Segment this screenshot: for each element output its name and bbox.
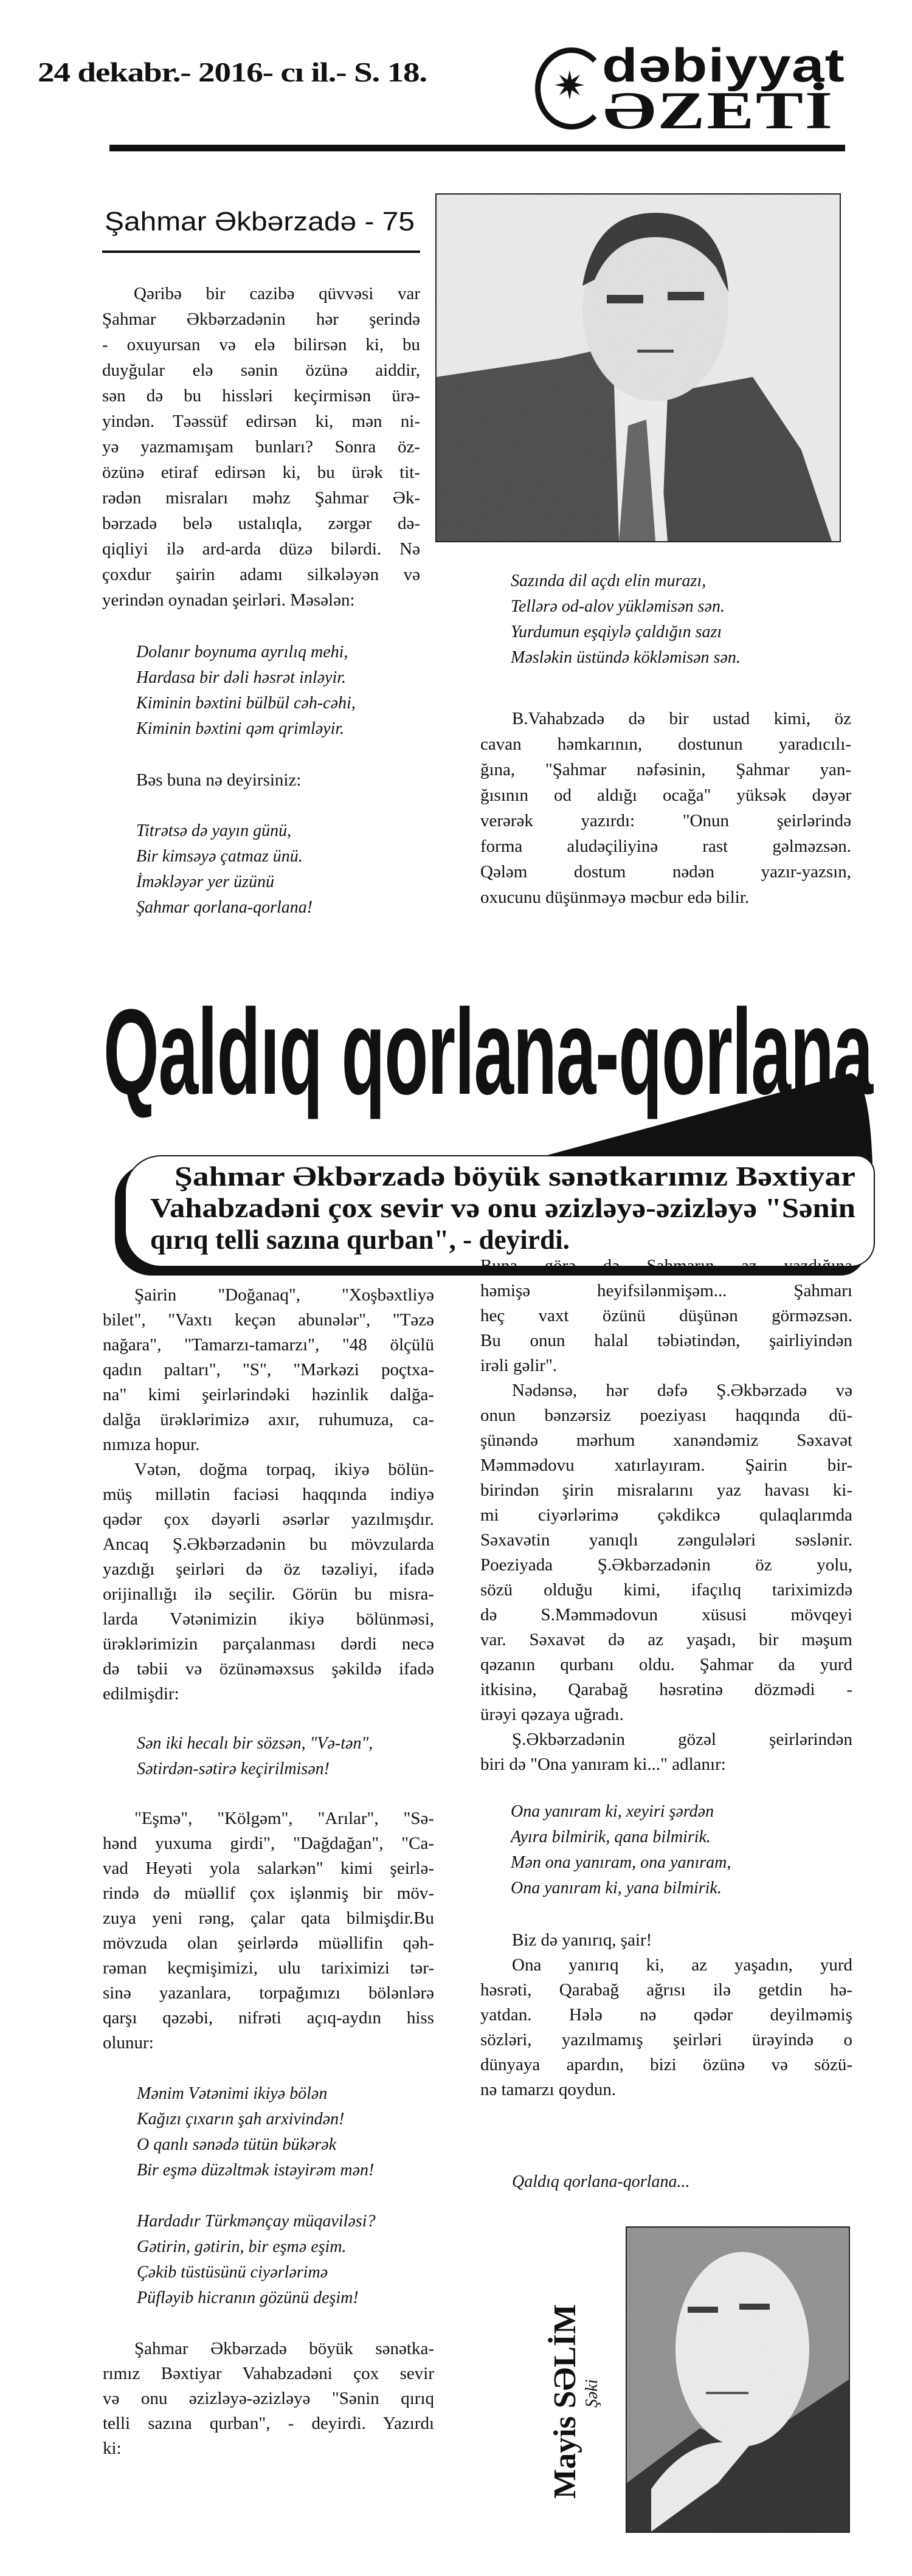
text-line: larda Vətənimizin ikiyə bölünməsi,	[103, 1609, 434, 1629]
pull-quote-box	[125, 1155, 875, 1267]
text-line: qədər çox dəyərli əsərlər yazılmışdır.	[103, 1510, 434, 1529]
text-line: zuya yeni rəng, çalar qata bilmişdir.Bu	[103, 1908, 434, 1928]
text-line: oxucunu düşünməyə məcbur edə bilir.	[480, 888, 750, 907]
text-line: biri də "Ona yanıram ki..." adlanır:	[480, 1755, 726, 1774]
section-rule	[102, 250, 420, 253]
masthead-rule	[109, 145, 845, 151]
poem-line: Sətirdən-sətirə keçirilmisən!	[137, 1759, 330, 1778]
poem-line: Bir eşmə düzəltmək istəyirəm mən!	[137, 2161, 375, 2180]
paragraph	[480, 1953, 852, 2102]
vahabzade-paragraph	[480, 706, 851, 910]
text-line: orijinallığı ilə seçilir. Görün bu misra-	[103, 1584, 434, 1604]
text-line: heç vaxt özünü düşünən görməzsən.	[480, 1306, 852, 1325]
poem-line: Şahmar qorlana-qorlana!	[136, 898, 313, 917]
poem-line: Mənim Vətənimi ikiyə bölən	[137, 2084, 328, 2103]
text-line: nağara", "Tamarzı-tamarzı", "48 ölçülü	[103, 1335, 434, 1355]
author-city: Şəki	[582, 2379, 601, 2408]
text-line: dünyaya apardın, bizi özünə və sözü-	[480, 2055, 852, 2074]
logo-line-1: dəbiyyat	[602, 38, 845, 92]
text-line: olunur:	[103, 2033, 154, 2053]
text-line: Qəribə bir cazibə qüvvəsi var	[134, 284, 420, 303]
text-line: nımıza hopur.	[103, 1435, 200, 1454]
paragraph	[103, 1283, 434, 1457]
pull-quote-line: qırıq telli sazına qurban", - deyirdi.	[150, 1224, 570, 1255]
pull-quote-line: Vahabzadəni çox sevir və onu əzizləyə-əzizləyə "Sənin	[150, 1192, 855, 1223]
text-line: Ancaq Ş.Əkbərzadənin bu mövzularda	[103, 1535, 434, 1554]
text-line: sən də bu hissləri keçirmisən ürə-	[102, 386, 420, 406]
caption-poem	[480, 568, 851, 671]
text-line: Şahmar Əkbərzadənin hər şerində	[102, 309, 420, 329]
text-line: Ona yanırıq ki, az yaşadın, yurd	[512, 1955, 852, 1975]
poem-line: Sən iki hecalı bir sözsən, "Və-tən",	[137, 1734, 373, 1753]
issue-date: 24 dekabr.- 2016- cı il.- S. 18.	[38, 57, 427, 88]
byline	[547, 2298, 620, 2499]
text-line: Biz də yanırıq, şair!	[512, 1930, 652, 1950]
poem-excerpt	[102, 818, 420, 920]
photo-side-column	[480, 568, 851, 910]
poem-line: Yurdumun eşqiylə çaldığın sazı	[511, 623, 722, 641]
poem-line: Püfləyib hicranın gözünü deşim!	[137, 2288, 359, 2307]
poem-line: Tellərə od-alov yükləmisən sən.	[511, 597, 725, 616]
callout-decoration	[547, 1073, 876, 1164]
text-line: də S.Məmmədovun xüsusi mövqeyi	[480, 1605, 852, 1625]
paragraph	[480, 1928, 852, 1953]
text-line: Buna görə də Şahmarın az yazdığına	[480, 1256, 852, 1276]
text-line: irəli gəlir".	[480, 1356, 558, 1375]
text-line: duyğular elə sənin özünə aiddir,	[102, 361, 420, 380]
text-line: sözləri, yazılmamış şeirləri ürəyində o	[480, 2030, 852, 2049]
text-line: vad Heyəti yola salarkən" kimi şeirlə-	[103, 1859, 434, 1878]
text-line: onun bənzərsiz poeziyası haqqında dü-	[480, 1406, 852, 1425]
text-line: yatdan. Hələ nə qədər deyilməmiş	[480, 2005, 852, 2025]
poem-line: O qanlı sənədə tütün bükərək	[137, 2135, 337, 2154]
poem-line: Kiminin bəxtini bülbül cəh-cəhi,	[136, 694, 356, 713]
text-line: bərzadə belə ustalıqla, zərgər də-	[102, 514, 420, 533]
text-line: "Eşmə", "Kölgəm", "Arılar", "Sə-	[134, 1809, 434, 1828]
text-line: ki:	[103, 2439, 122, 2458]
poem-line: Hardasa bir dəli həsrət inləyir.	[136, 668, 347, 687]
text-line: Ş.Əkbərzadənin gözəl şeirlərindən	[512, 1730, 852, 1749]
logo-line-2: ƏZETİ	[603, 81, 834, 140]
text-line: yazdığı şeirləri də öz təzəliyi, ifadə	[103, 1559, 434, 1579]
poem-line: Hardadır Türkmənçay müqaviləsi?	[137, 2212, 376, 2231]
author-portrait-photo	[626, 2226, 850, 2533]
poem-excerpt	[103, 2209, 434, 2311]
poem-line: Kağızı çıxarın şah arxivindən!	[137, 2110, 345, 2129]
poem-excerpt	[480, 1799, 852, 1901]
paragraph	[103, 1806, 434, 2056]
text-line: edilmişdir:	[103, 1684, 179, 1704]
text-line: Məmmədovu xatırlayıram. Şairin bir-	[480, 1455, 852, 1475]
text-line: həsrəti, Qarabağ ağrısı ilə getdin hə-	[480, 1980, 852, 2000]
text-line: var. Səxavət də az yaşadı, bir məşum	[480, 1630, 852, 1649]
section-title: Şahmar Əkbərzadə - 75	[105, 207, 415, 237]
text-line: sinə yazanlara, torpağımızı bölənlərə	[103, 1983, 434, 2003]
text-line: çoxdur şairin adamı silkələyən və	[102, 565, 420, 584]
text-line: ürəklərimizin parçalanması dərdi necə	[103, 1634, 434, 1654]
text-line: Qələm dostum nədən yazır-yazsın,	[480, 862, 851, 882]
text-line: - oxuyursan və elə bilirsən ki, bu	[102, 335, 420, 354]
text-line: Poeziyada Ş.Əkbərzadənin öz yolu,	[480, 1555, 852, 1575]
poem-line: Gətirin, gətirin, bir eşmə eşim.	[137, 2237, 347, 2256]
pull-quote-line: Şahmar Əkbərzadə böyük sənətkarımız Bəxtiyar	[174, 1161, 855, 1192]
article-headline: Qaldıq qorlana-qorlana	[103, 984, 872, 1120]
text-line: qadın paltarı", "S", "Mərkəzi poçtxa-	[103, 1360, 434, 1380]
poem-excerpt	[102, 640, 420, 742]
text-line: və onu əzizləyə-əzizləyə "Sənin qırıq	[103, 2389, 434, 2408]
text-line: rəman keçmişimizi, ulu tariximizi tər-	[103, 1958, 434, 1978]
text-line: şünəndə mərhum xanəndəmiz Səxavət	[480, 1431, 852, 1450]
text-line: yerindən oynadan şeirləri. Məsələn:	[102, 590, 355, 610]
poem-excerpt	[103, 1731, 434, 1782]
text-line: özünə etiraf edirsən ki, bu ürək tit-	[102, 463, 420, 482]
text-line: birindən şirin misralarını yaz havası ki-	[480, 1480, 852, 1500]
poem-line: Ona yanıram ki, xeyiri şərdən	[511, 1802, 714, 1821]
author-name: Mayis SƏLİM	[548, 2304, 582, 2499]
intro-column	[102, 281, 420, 920]
intro-question: Bəs buna nə deyirsiniz:	[136, 770, 302, 790]
poem-line: Çəkib tüstüsünü ciyərlərimə	[137, 2263, 328, 2282]
paragraph	[480, 1727, 852, 1777]
text-line: rində də müəllif çox işlənmiş bir möv-	[103, 1884, 434, 1903]
text-line: ğısının od aldığı ocağa" yüksək dəyər	[480, 786, 851, 805]
star-icon: ✷	[553, 64, 586, 108]
text-line: bilet", "Vaxtı keçən abunələr", "Təzə	[103, 1310, 434, 1330]
text-line: həmişə heyifsilənmişəm... Şahmarı	[480, 1281, 852, 1300]
text-line: Nədənsə, hər dəfə Ş.Əkbərzadə və	[512, 1381, 852, 1400]
poem-line: Ayıra bilmirik, qana bilmirik.	[511, 1828, 711, 1846]
text-line: ğına, "Şahmar nəfəsinin, Şahmar yan-	[480, 760, 851, 779]
paragraph	[103, 1457, 434, 1707]
text-line: na" kimi şeirlərindəki həzinlik dalğa-	[103, 1385, 434, 1404]
poem-line: Sazında dil açdı elin murazı,	[511, 571, 706, 590]
poem-line: Ona yanıram ki, yana bilmirik.	[511, 1879, 722, 1897]
text-line: Vətən, doğma torpaq, ikiyə bölün-	[134, 1460, 434, 1479]
poem-excerpt	[103, 2081, 434, 2183]
text-line: forma aludəçiliyinə rast gəlməzsən.	[480, 837, 851, 856]
poem-line: Mən ona yanıram, ona yanıram,	[511, 1853, 731, 1872]
intro-paragraph	[102, 281, 420, 613]
text-line: qiqliyi ilə ard-arda düzə bilərdi. Nə	[102, 539, 420, 559]
text-line: mövzuda olan şeirlərdə müəllifin qəh-	[103, 1933, 434, 1953]
text-line: yə yazmamışam bunları? Sonra öz-	[102, 437, 420, 457]
text-line: itkisinə, Qarabağ həsrətinə dözmədi -	[480, 1680, 852, 1699]
text-line: qarşı qəzəbi, nifrəti açıq-aydın hiss	[103, 2008, 434, 2028]
text-line: də təbii və özünəməxsus şəkildə ifadə	[103, 1659, 434, 1679]
poem-line: Dolanır boynuma ayrılıq mehi,	[136, 643, 348, 661]
text-line: qəzanın qurbanı oldu. Şahmar da yurd	[480, 1655, 852, 1674]
right-column	[480, 1254, 852, 2194]
closing-line: Qaldıq qorlana-qorlana...	[512, 2172, 690, 2191]
poem-line: Bir kimsəyə çatmaz ünü.	[136, 847, 303, 866]
text-line: rədən misraları məhz Şahmar Ək-	[102, 488, 420, 508]
left-column	[103, 1283, 434, 2461]
text-line: dalğa ürəklərimizə axır, ruhumuza, ca-	[103, 1410, 434, 1429]
paragraph	[480, 1254, 852, 1378]
text-line: telli sazına qurban", - deyirdi. Yazırdı	[103, 2414, 434, 2433]
text-line: hənd yuxuma girdi", "Dağdağan", "Ca-	[103, 1834, 434, 1853]
text-line: mi ciyərlərimə çəkdikcə qulaqlarımda	[480, 1505, 852, 1525]
poem-line: Kiminin bəxtini qəm qrimləyir.	[136, 719, 345, 738]
text-line: nə tamarzı qoydun.	[480, 2080, 617, 2099]
text-line: rımız Bəxtiyar Vahabzadəni çox sevir	[103, 2364, 434, 2383]
text-line: Bu onun halal təbiətindən, şairliyindən	[480, 1331, 852, 1350]
poem-line: Məsləkin üstündə kökləmisən sən.	[511, 648, 741, 667]
text-line: Şahmar Əkbərzadə böyük sənətka-	[134, 2339, 434, 2358]
text-line: sözü olduğu kimi, ifaçılıq tariximizdə	[480, 1580, 852, 1600]
text-line: müş millətin faciəsi haqqında indiyə	[103, 1485, 434, 1504]
paragraph	[103, 2336, 434, 2461]
newspaper-logo	[535, 38, 857, 140]
text-line: ürəyi qəzaya uğradı.	[480, 1705, 624, 1724]
paragraph	[480, 1378, 852, 1727]
text-line: Şairin "Doğanaq", "Xoşbəxtliyə	[134, 1285, 434, 1305]
poet-portrait-photo	[435, 193, 841, 542]
text-line: yindən. Təəssüf edirsən ki, mən ni-	[102, 412, 420, 431]
text-line: B.Vahabzadə də bir ustad kimi, öz	[512, 709, 851, 728]
poem-line: Titrətsə də yayın günü,	[136, 821, 292, 840]
poem-line: İməkləyər yer üzünü	[136, 872, 275, 891]
text-line: verərək yazırdı: "Onun şeirlərində	[480, 811, 851, 830]
text-line: Səxavətin yanıqlı zəngulələri səslənir.	[480, 1530, 852, 1550]
text-line: cavan həmkarının, dostunun yaradıcılı-	[480, 734, 851, 754]
